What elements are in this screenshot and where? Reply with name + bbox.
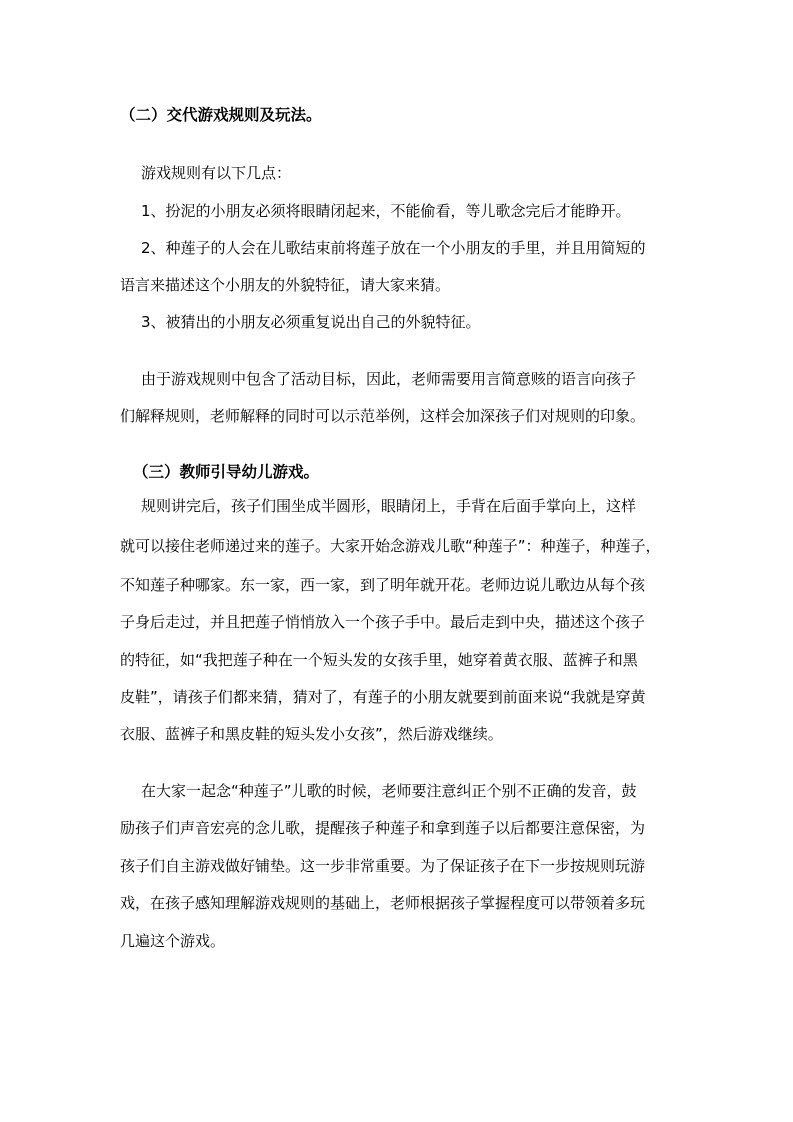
rule-2-line-2: 语言来描述这个小朋友的外貌特征，请大家来猜。 <box>120 276 451 294</box>
paragraph-2-line: 几遍这个游戏。 <box>120 932 226 950</box>
paragraph-2-line: 戏，在孩子感知理解游戏规则的基础上，老师根据孩子掌握程度可以带领着多玩 <box>120 894 646 912</box>
rule-1: 1、扮泥的小朋友必须将眼睛闭起来，不能偷看，等儿歌念完后才能睁开。 <box>141 202 631 220</box>
paragraph-2-line: 在大家一起念“种莲子”儿歌的时候，老师要注意纠正个别不正确的发音，鼓 <box>141 782 637 800</box>
rule-3: 3、被猜出的小朋友必须重复说出自己的外貌特征。 <box>141 313 481 331</box>
paragraph-1-line: 衣服、蓝裤子和黑皮鞋的短头发小女孩”，然后游戏继续。 <box>120 725 503 743</box>
section-3-heading: （三）教师引导幼儿游戏。 <box>133 463 320 481</box>
section-2-heading: （二）交代游戏规则及玩法。 <box>120 106 322 124</box>
rule-2-line-1: 2、种莲子的人会在儿歌结束前将莲子放在一个小朋友的手里，并且用简短的 <box>141 239 646 257</box>
note-line-1: 由于游戏规则中包含了活动目标，因此，老师需要用言简意赅的语言向孩子 <box>141 370 637 388</box>
paragraph-1-line: 皮鞋”，请孩子们都来猜，猜对了，有莲子的小朋友就要到前面来说“我就是穿黄 <box>120 688 646 706</box>
note-line-2: 们解释规则，老师解释的同时可以示范举例，这样会加深孩子们对规则的印象。 <box>120 407 646 425</box>
paragraph-2-line: 励孩子们声音宏亮的念儿歌，提醒孩子种莲子和拿到莲子以后都要注意保密，为 <box>120 819 646 837</box>
paragraph-1-line: 子身后走过，并且把莲子悄悄放入一个孩子手中。最后走到中央，描述这个孩子 <box>120 613 646 631</box>
paragraph-1-line: 规则讲完后，孩子们围坐成半圆形，眼睛闭上，手背在后面手掌向上，这样 <box>141 497 637 515</box>
paragraph-1-line: 就可以接住老师递过来的莲子。大家开始念游戏儿歌“种莲子”：种莲子，种莲子， <box>120 537 661 555</box>
paragraph-2-line: 孩子们自主游戏做好铺垫。这一步非常重要。为了保证孩子在下一步按规则玩游 <box>120 857 646 875</box>
paragraph-1-line: 不知莲子种哪家。东一家，西一家，到了明年就开花。老师边说儿歌边从每个孩 <box>120 576 646 594</box>
rules-intro: 游戏规则有以下几点： <box>141 164 292 182</box>
paragraph-1-line: 的特征，如“我把莲子种在一个短头发的女孩手里，她穿着黄衣服、蓝裤子和黑 <box>120 651 638 669</box>
